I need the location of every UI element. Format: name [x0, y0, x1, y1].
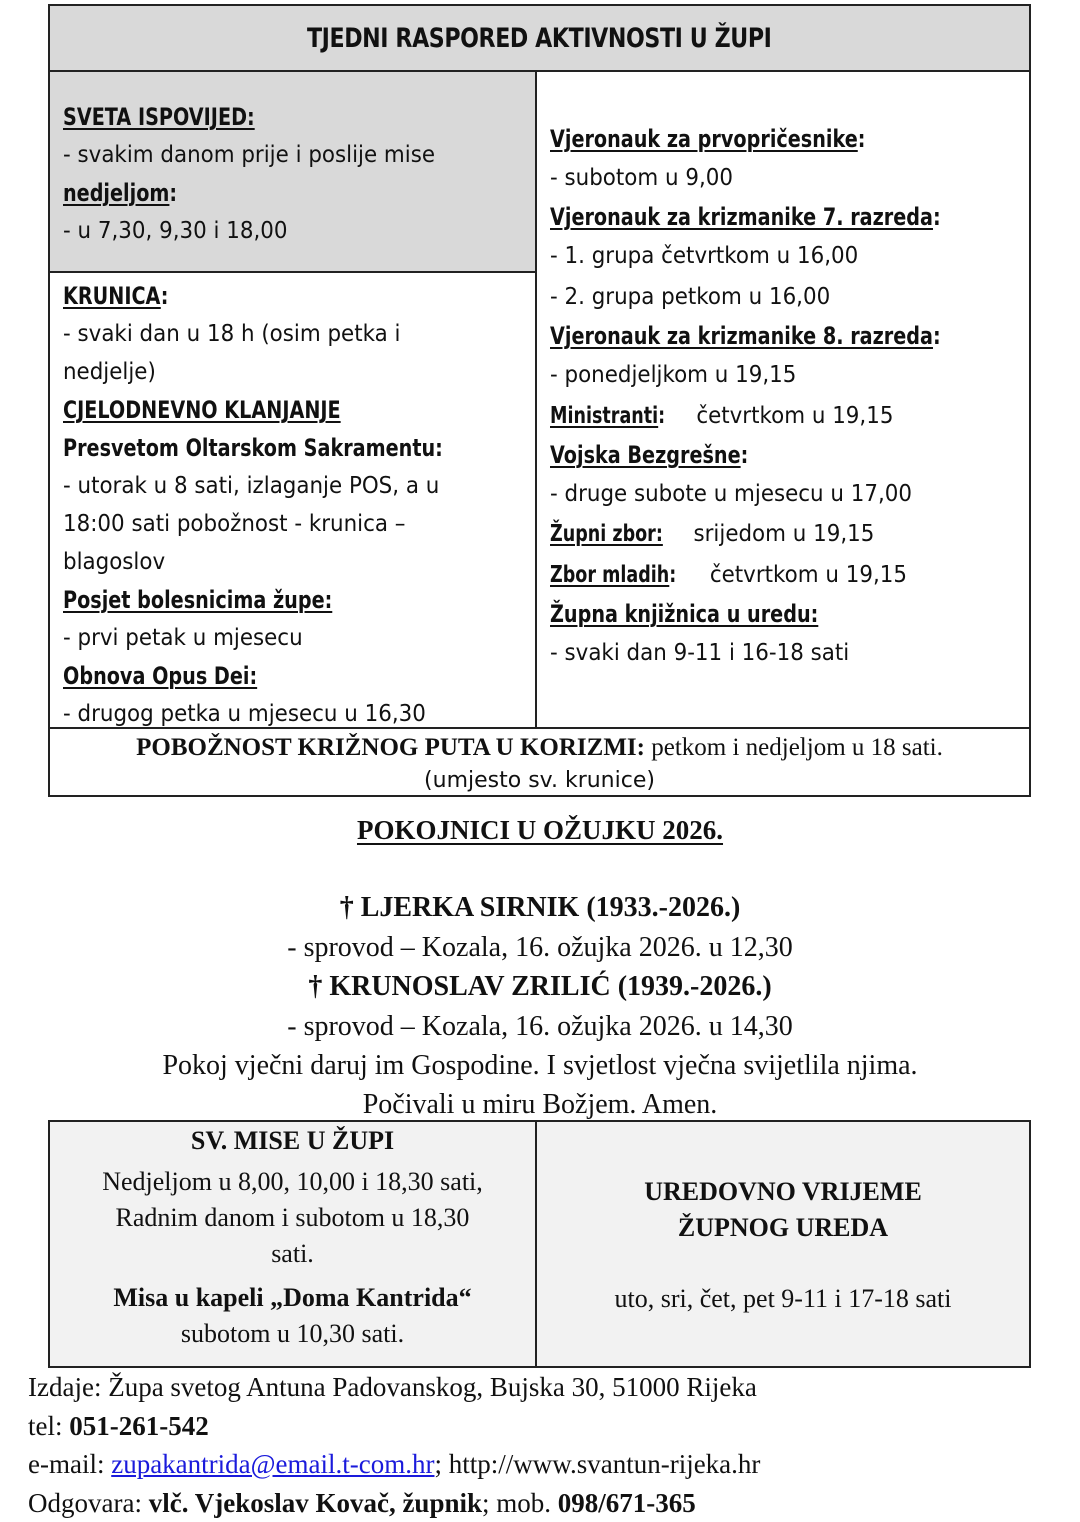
library-line: - svaki dan 9-11 i 16-18 sati — [550, 633, 1038, 673]
opus-dei-line: - drugog petka u mjesecu u 16,30 — [63, 695, 535, 733]
chapel-mass-heading: Misa u kapeli „Doma Kantrida“ — [50, 1280, 535, 1316]
rosary-heading: KRUNICA: — [63, 277, 535, 315]
mass-title: SV. MISE U ŽUPI — [50, 1124, 535, 1158]
confirmation-7-line-1: - 1. grupa četvrtkom u 16,00 — [550, 236, 1038, 276]
mass-line-3: sati. — [50, 1236, 535, 1272]
schedule-title-text: TJEDNI RASPORED AKTIVNOSTI U ŽUPI — [307, 23, 772, 54]
office-hours-cell — [537, 1122, 1029, 1366]
youth-choir-line: Zbor mladih: četvrtkom u 19,15 — [550, 555, 1038, 595]
prayer-line-1: Pokoj vječni daruj im Gospodine. I svjetlost vječna svijetlila njima. — [0, 1046, 1080, 1085]
footer — [28, 1368, 760, 1522]
schedule-title — [50, 6, 1029, 72]
obituaries-section — [0, 810, 1080, 1124]
confession-line-2: - u 7,30, 9,30 i 18,00 — [63, 212, 535, 250]
sick-visit-heading: Posjet bolesnicima župe: — [63, 581, 535, 619]
parish-choir-line: Župni zbor: srijedom u 19,15 — [550, 514, 1038, 554]
obituary-name: † LJERKA SIRNIK (1933.-2026.) — [0, 888, 1080, 928]
website-text: ; http://www.svantun-rijeka.hr — [434, 1449, 760, 1479]
adoration-line-1: - utorak u 8 sati, izlaganje POS, a u — [63, 467, 535, 505]
adoration-line-2: 18:00 sati pobožnost - krunica – — [63, 505, 535, 543]
rosary-line-2: nedjelje) — [63, 353, 535, 391]
rosary-line-1: - svaki dan u 18 h (osim petka i — [63, 315, 535, 353]
confirmation-8-heading: Vjeronauk za krizmanike 8. razreda: — [550, 317, 1038, 355]
schedule-right-column — [537, 72, 1029, 727]
way-of-cross-line: POBOŽNOST KRIŽNOG PUTA U KORIZMI: petkom i nedjeljom u 18 sati. — [50, 731, 1029, 765]
office-hours-title-2: ŽUPNOG UREDA — [537, 1210, 1029, 1246]
first-communion-heading: Vjeronauk za prvopričesnike: — [550, 120, 1038, 158]
obituary-name: † KRUNOSLAV ZRILIĆ (1939.-2026.) — [0, 967, 1080, 1007]
office-hours-title-1: UREDOVNO VRIJEME — [537, 1174, 1029, 1210]
mass-times-table — [48, 1120, 1031, 1368]
prayer-line-2: Počivali u miru Božjem. Amen. — [0, 1085, 1080, 1124]
email-link[interactable]: zupakantrida@email.t-com.hr — [111, 1449, 434, 1479]
obituary-funeral: - sprovod – Kozala, 16. ožujka 2026. u 14,30 — [0, 1007, 1080, 1046]
schedule-left-column — [50, 72, 537, 727]
publisher-line: Izdaje: Župa svetog Antuna Padovanskog, Bujska 30, 51000 Rijeka — [28, 1368, 760, 1407]
weekly-schedule-table — [48, 4, 1031, 797]
adoration-line-3: blagoslov — [63, 543, 535, 581]
militia-line: - druge subote u mjesecu u 17,00 — [550, 474, 1038, 514]
obituary-funeral: - sprovod – Kozala, 16. ožujka 2026. u 12,30 — [0, 928, 1080, 967]
confession-cell — [50, 72, 535, 273]
mass-times-cell — [50, 1122, 537, 1366]
way-of-cross-row — [50, 727, 1029, 795]
phone-line: tel: 051-261-542 — [28, 1407, 760, 1446]
opus-dei-heading: Obnova Opus Dei: — [63, 657, 535, 695]
way-of-cross-note: (umjesto sv. krunice) — [50, 765, 1029, 797]
altar-servers-line: Ministranti: četvrtkom u 19,15 — [550, 396, 1038, 436]
confession-line-1: - svakim danom prije i poslije mise — [63, 136, 535, 174]
phone-number: 051-261-542 — [69, 1411, 208, 1441]
adoration-heading: CJELODNEVNO KLANJANJE — [63, 391, 535, 429]
confession-sunday-heading: nedjeljom: — [63, 174, 535, 212]
office-hours-text: uto, sri, čet, pet 9-11 i 17-18 sati — [537, 1281, 1029, 1317]
library-heading: Župna knjižnica u uredu: — [550, 595, 1038, 633]
obituaries-title: POKOJNICI U OŽUJKU 2026. — [0, 810, 1080, 850]
confession-heading: SVETA ISPOVIJED: — [63, 98, 535, 136]
adoration-subheading: Presvetom Oltarskom Sakramentu: — [63, 429, 535, 467]
confirmation-8-line: - ponedjeljkom u 19,15 — [550, 355, 1038, 395]
mass-line-2: Radnim danom i subotom u 18,30 — [50, 1200, 535, 1236]
confirmation-7-line-2: - 2. grupa petkom u 16,00 — [550, 277, 1038, 317]
rosary-cell — [50, 273, 535, 727]
militia-heading: Vojska Bezgrešne: — [550, 436, 1038, 474]
responsible-line: Odgovara: vlč. Vjekoslav Kovač, župnik; mob. 098/671-365 — [28, 1484, 760, 1522]
confirmation-7-heading: Vjeronauk za krizmanike 7. razreda: — [550, 198, 1038, 236]
email-line: e-mail: zupakantrida@email.t-com.hr; http://www.svantun-rijeka.hr — [28, 1445, 760, 1484]
mass-line-1: Nedjeljom u 8,00, 10,00 i 18,30 sati, — [50, 1164, 535, 1200]
responsible-person: vlč. Vjekoslav Kovač, župnik — [149, 1488, 482, 1518]
mobile-number: 098/671-365 — [558, 1488, 696, 1518]
chapel-mass-text: subotom u 10,30 sati. — [50, 1316, 535, 1352]
sick-visit-line: - prvi petak u mjesecu — [63, 619, 535, 657]
first-communion-line: - subotom u 9,00 — [550, 158, 1038, 198]
